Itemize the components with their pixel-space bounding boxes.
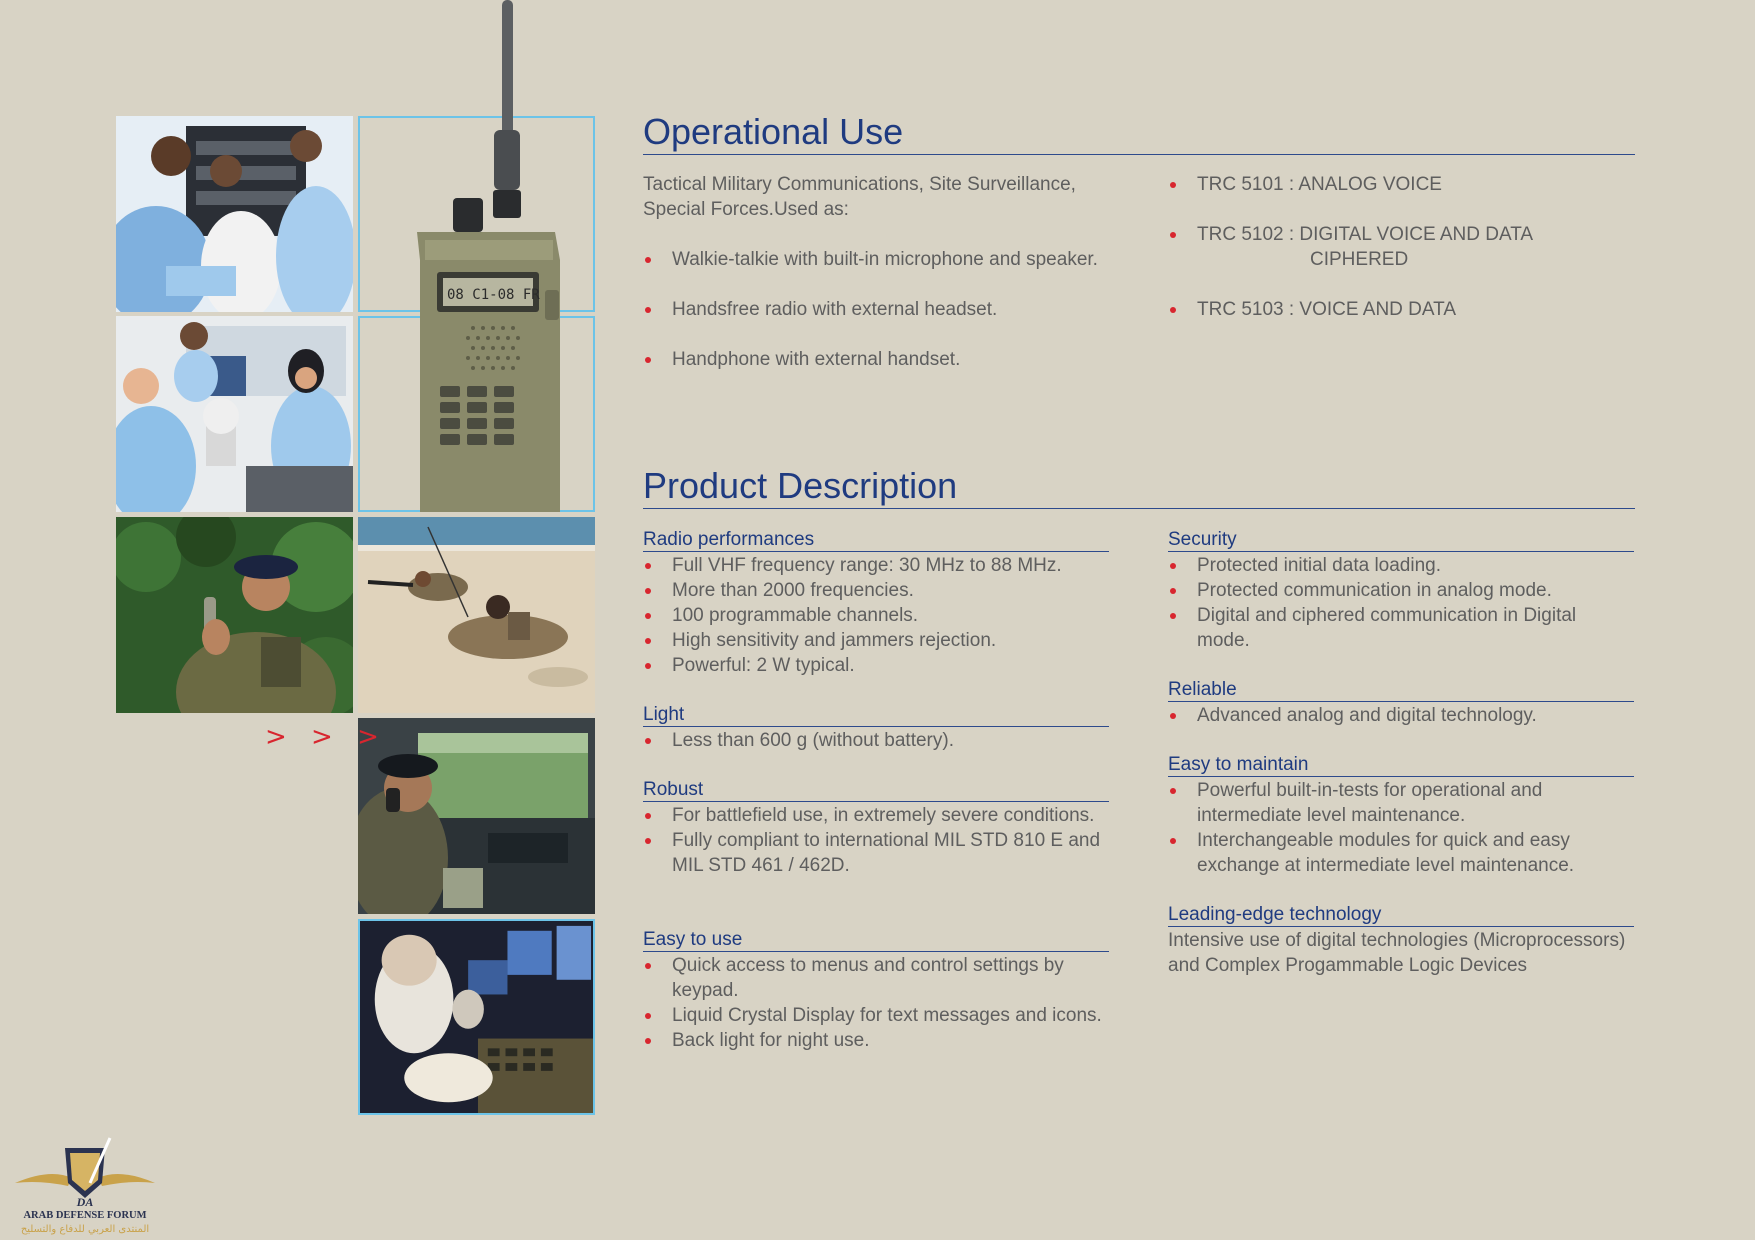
list-item: Handphone with external handset. bbox=[643, 347, 1123, 372]
operational-uses-column bbox=[643, 172, 1123, 397]
section-easy-to-use bbox=[643, 928, 1109, 1053]
list-item: 100 programmable channels. bbox=[643, 603, 1109, 628]
photo-technicians-lab bbox=[116, 116, 353, 312]
section-heading: Reliable bbox=[1168, 678, 1634, 702]
operational-intro: Tactical Military Communications, Site Surveillance, Special Forces.Used as: bbox=[643, 174, 1076, 220]
list-item: High sensitivity and jammers rejection. bbox=[643, 628, 1109, 653]
section-text: Intensive use of digital technologies (Microprocessors) and Complex Progammable Logic Devices bbox=[1168, 930, 1626, 976]
decor-arrows: > > > bbox=[265, 722, 387, 752]
model-line: TRC 5103 : VOICE AND DATA bbox=[1197, 299, 1457, 320]
section-easy-to-maintain bbox=[1168, 753, 1634, 878]
section-list bbox=[1168, 703, 1634, 728]
photo-soldier-vehicle bbox=[358, 718, 595, 914]
section-heading: Radio performances bbox=[643, 528, 1109, 552]
section-list bbox=[643, 553, 1109, 678]
photo-microscope-lab bbox=[116, 316, 353, 512]
list-item: Advanced analog and digital technology. bbox=[1168, 703, 1634, 728]
section-list bbox=[643, 803, 1109, 878]
radio-display-text: 08 C1-08 FR bbox=[447, 287, 540, 303]
list-item: Less than 600 g (without battery). bbox=[643, 728, 1109, 753]
arab-defense-forum-logo bbox=[10, 1128, 160, 1240]
list-item: Liquid Crystal Display for text messages and icons. bbox=[643, 1003, 1109, 1028]
section-list bbox=[643, 953, 1109, 1053]
list-item: Full VHF frequency range: 30 MHz to 88 MHz. bbox=[643, 553, 1109, 578]
list-item: Handsfree radio with external headset. bbox=[643, 297, 1123, 322]
model-line: TRC 5102 : DIGITAL VOICE AND DATA bbox=[1197, 224, 1534, 245]
section-heading: Robust bbox=[643, 778, 1109, 802]
operational-uses-list bbox=[643, 247, 1123, 372]
logo-text-english: ARAB DEFENSE FORUM bbox=[23, 1210, 147, 1221]
section-radio-performances bbox=[643, 528, 1109, 678]
list-item: For battlefield use, in extremely severe conditions. bbox=[643, 803, 1109, 828]
section-list bbox=[643, 728, 1109, 753]
section-light bbox=[643, 703, 1109, 753]
section-heading: Security bbox=[1168, 528, 1634, 552]
models-column bbox=[1168, 172, 1638, 347]
photo-soldier-jungle bbox=[116, 517, 353, 713]
section-leading-edge-technology bbox=[1168, 903, 1634, 978]
list-item: More than 2000 frequencies. bbox=[643, 578, 1109, 603]
section-reliable bbox=[1168, 678, 1634, 728]
models-list bbox=[1168, 172, 1638, 322]
logo-mark-text: DA bbox=[76, 1195, 94, 1209]
section-list bbox=[1168, 778, 1634, 878]
list-item: Powerful built-in-tests for operational and intermediate level maintenance. bbox=[1168, 778, 1634, 828]
list-item: Protected communication in analog mode. bbox=[1168, 578, 1634, 603]
list-item: Digital and ciphered communication in Digital mode. bbox=[1168, 603, 1634, 653]
list-item: Walkie-talkie with built-in microphone and speaker. bbox=[643, 247, 1123, 272]
model-item bbox=[1168, 172, 1638, 197]
model-line: TRC 5101 : ANALOG VOICE bbox=[1197, 174, 1442, 195]
model-item bbox=[1168, 222, 1638, 272]
section-heading: Easy to maintain bbox=[1168, 753, 1634, 777]
logo-text-arabic: المنتدى العربي للدفاع والتسليح bbox=[20, 1224, 150, 1235]
list-item: Fully compliant to international MIL STD 810 E and MIL STD 461 / 462D. bbox=[643, 828, 1109, 878]
section-security bbox=[1168, 528, 1634, 653]
list-item: Quick access to menus and control settings by keypad. bbox=[643, 953, 1109, 1003]
list-item: Powerful: 2 W typical. bbox=[643, 653, 1109, 678]
photo-control-console bbox=[358, 919, 595, 1115]
photo-soldiers-beach bbox=[358, 517, 595, 713]
section-robust bbox=[643, 778, 1109, 878]
section-heading: Light bbox=[643, 703, 1109, 727]
section-heading: Leading-edge technology bbox=[1168, 903, 1634, 927]
product-description-heading: Product Description bbox=[643, 466, 1635, 509]
section-list bbox=[1168, 553, 1634, 653]
list-item: Interchangeable modules for quick and easy exchange at intermediate level maintenance. bbox=[1168, 828, 1634, 878]
photo-handheld-radio bbox=[395, 0, 575, 512]
list-item: Back light for night use. bbox=[643, 1028, 1109, 1053]
model-item bbox=[1168, 297, 1638, 322]
section-heading: Easy to use bbox=[643, 928, 1109, 952]
operational-use-heading: Operational Use bbox=[643, 112, 1635, 155]
model-line-continued: CIPHERED bbox=[1310, 249, 1409, 270]
list-item: Protected initial data loading. bbox=[1168, 553, 1634, 578]
